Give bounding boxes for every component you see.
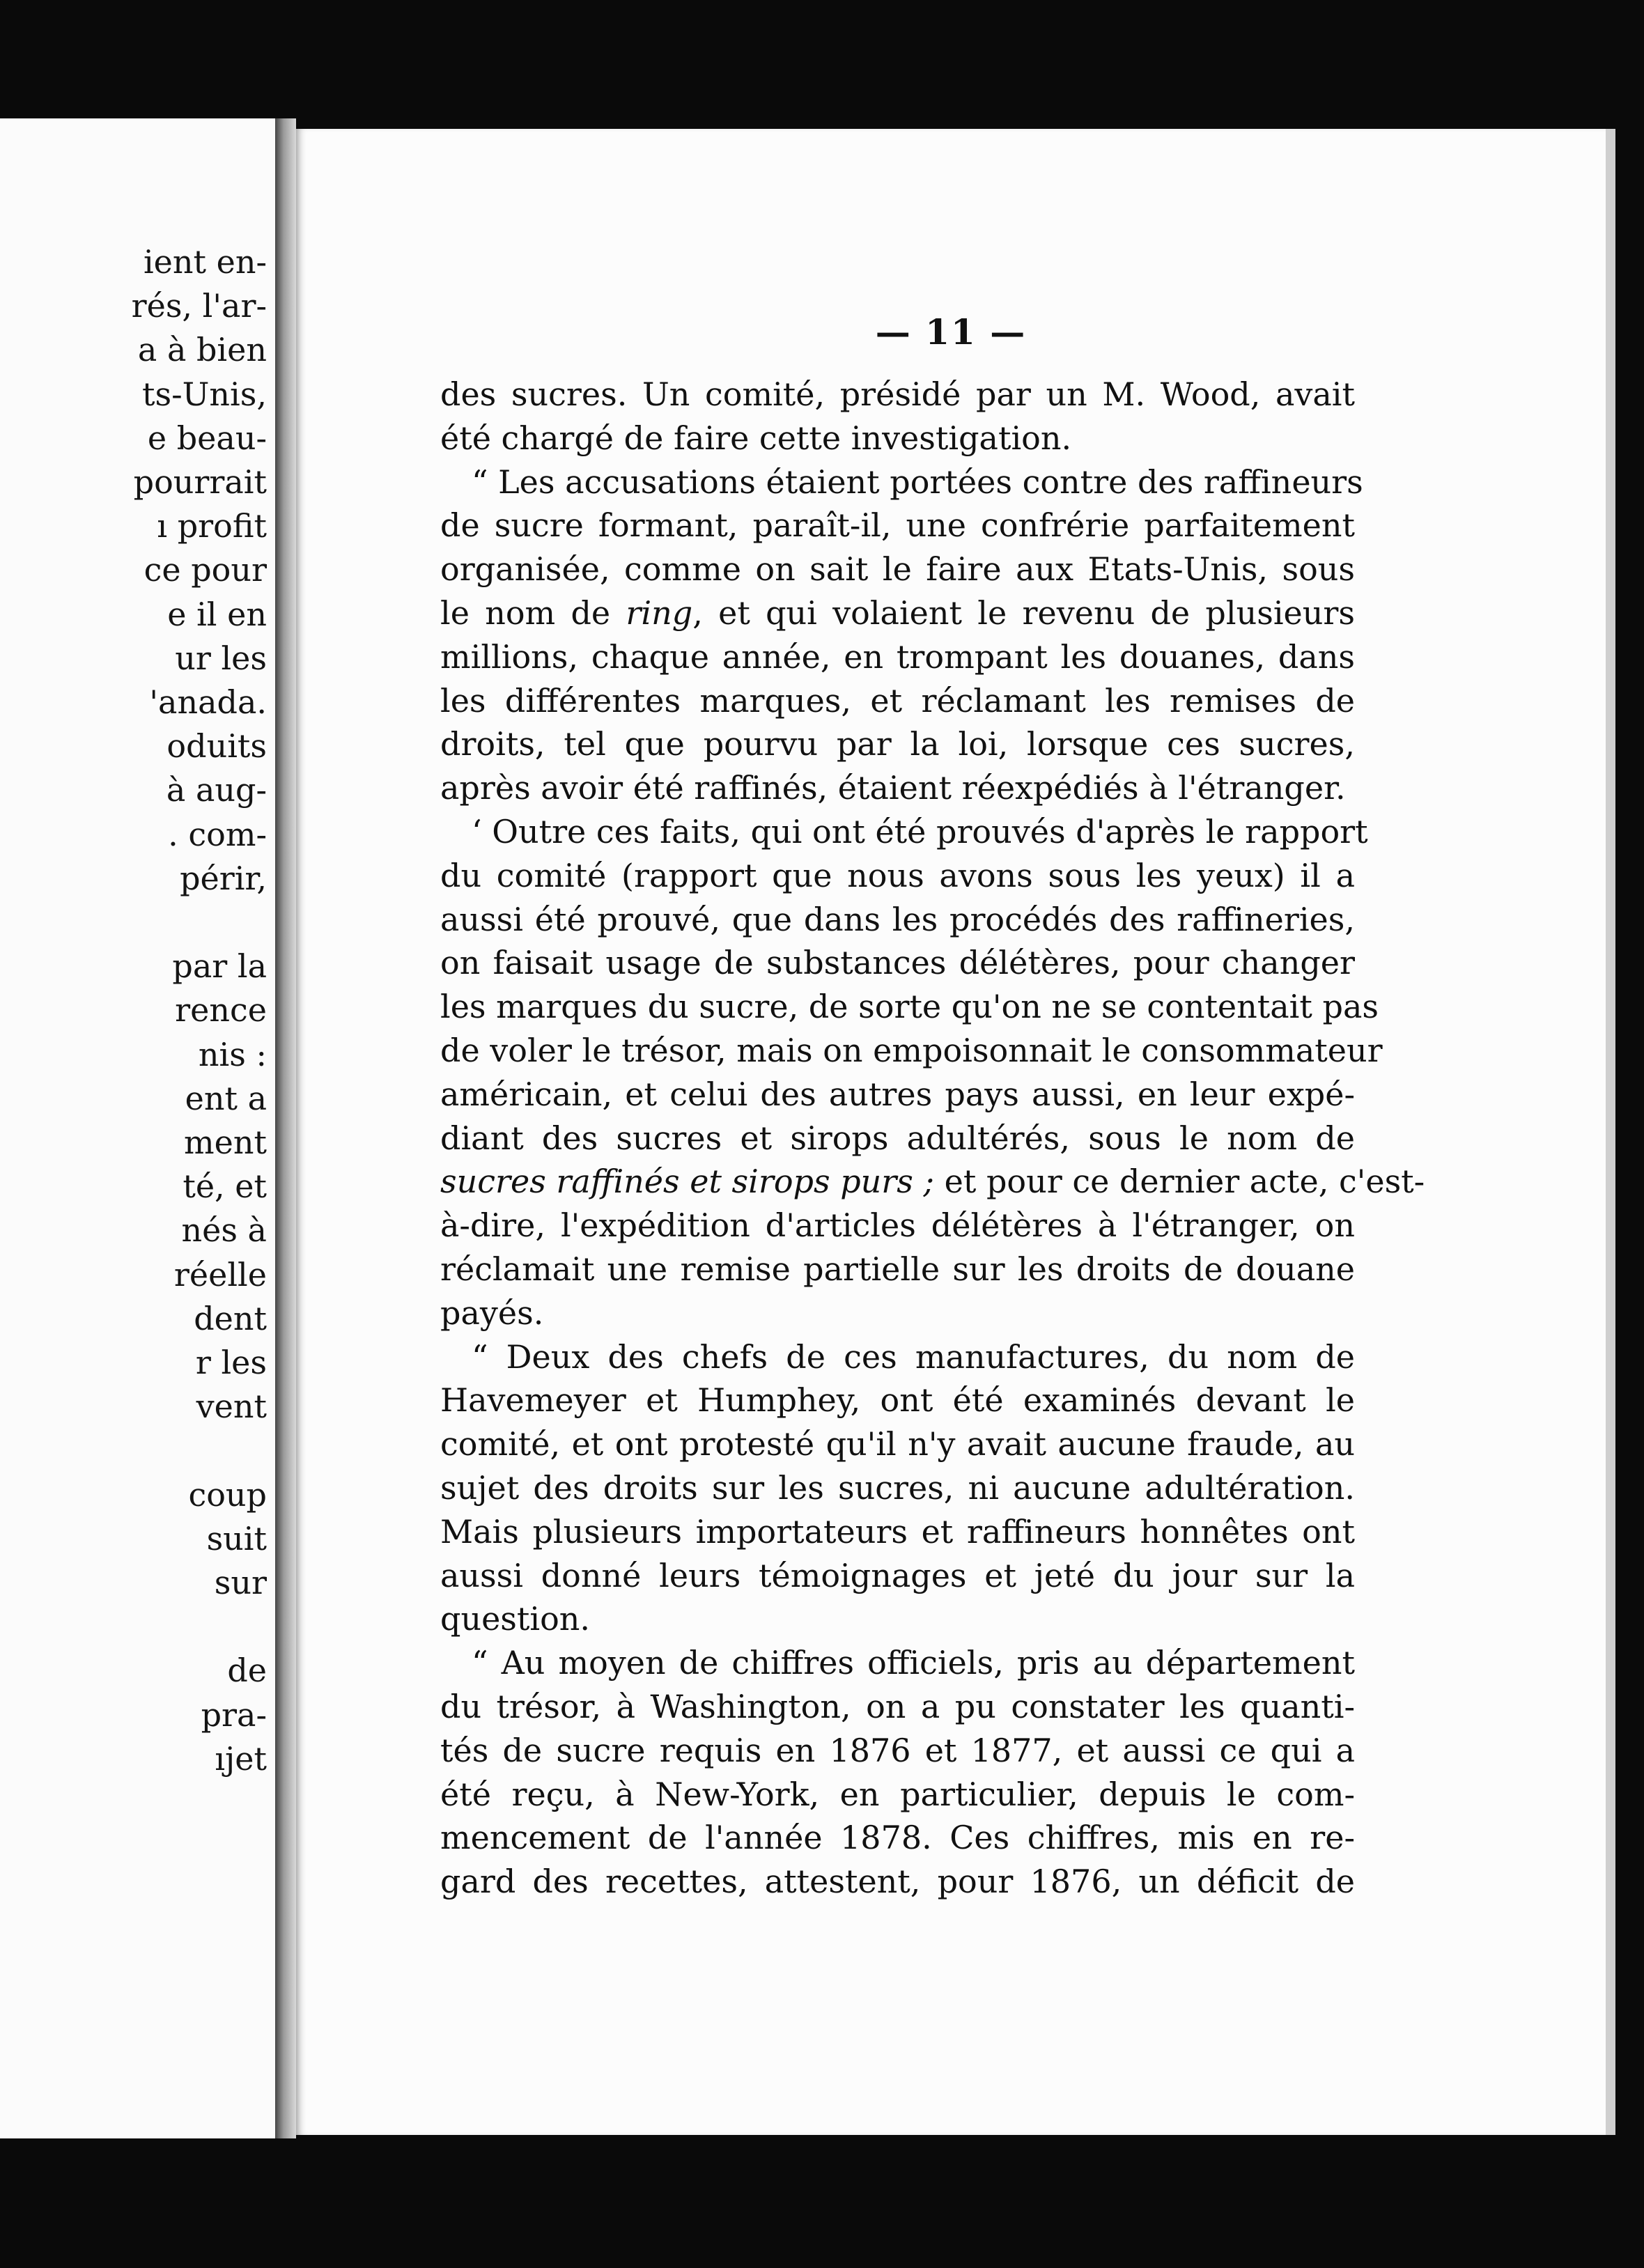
left-facing-page: [0, 118, 279, 2138]
italic-term: sucres raffinés et sirops purs ;: [440, 1163, 935, 1201]
text-line: comité, et ont protesté qu'il n'y avait aucune fraude, au: [440, 1425, 1355, 1463]
left-page-line-fragment: a à bien: [137, 331, 267, 369]
text-line: payés.: [440, 1294, 544, 1332]
text-line: été reçu, à New-York, en particulier, depuis le com-: [440, 1775, 1355, 1813]
left-page-line-fragment: pourrait: [133, 463, 267, 501]
text-line: été chargé de faire cette investigation.: [440, 419, 1072, 457]
text-line: Mais plusieurs importateurs et raffineurs honnêtes ont: [440, 1512, 1355, 1551]
left-page-line-fragment: té, et: [183, 1167, 267, 1206]
left-page-line-fragment: ts-Unis,: [142, 375, 267, 413]
left-page-line-fragment: pra-: [201, 1695, 267, 1734]
text-line: mencement de l'année 1878. Ces chiffres, mis en re-: [440, 1819, 1355, 1857]
text-segment: , et qui volaient le revenu de plusieurs: [692, 594, 1355, 632]
text-line: les différentes marques, et réclamant les remises de: [440, 681, 1355, 720]
left-page-line-fragment: suit: [206, 1519, 267, 1558]
text-line: tés de sucre requis en 1876 et 1877, et aussi ce qui a: [440, 1731, 1355, 1769]
text-line: de voler le trésor, mais on empoisonnait le consommateur: [440, 1032, 1383, 1069]
text-line: diant des sucres et sirops adultérés, sous le nom de: [440, 1119, 1355, 1157]
left-page-line-fragment: par la: [172, 947, 267, 986]
left-page-line-fragment: rés, l'ar-: [131, 287, 267, 325]
text-line: “ Au moyen de chiffres officiels, pris au département: [472, 1644, 1355, 1682]
left-page-line-fragment: nis :: [198, 1035, 267, 1073]
text-line: [440, 591, 1355, 635]
left-page-line-fragment: réelle: [173, 1255, 267, 1294]
left-page-line-fragment: e il en: [167, 595, 267, 633]
text-line: question.: [440, 1600, 591, 1638]
book-gutter: [275, 118, 296, 2138]
text-segment: et pour ce dernier acte, c'est-: [934, 1163, 1425, 1201]
left-page-line-fragment: r les: [195, 1344, 267, 1381]
text-line: aussi été prouvé, que dans les procédés des raffineries,: [440, 900, 1355, 938]
text-line: des sucres. Un comité, présidé par un M. Wood, avait: [440, 375, 1355, 413]
text-line: aussi donné leurs témoignages et jeté du jour sur la: [440, 1556, 1355, 1594]
text-line: Havemeyer et Humphey, ont été examinés devant le: [440, 1381, 1355, 1420]
text-line: réclamait une remise partielle sur les droits de douane: [440, 1250, 1355, 1288]
left-page-line-fragment: 'anada.: [149, 683, 267, 721]
left-page-line-fragment: . com-: [168, 815, 267, 853]
text-line: du comité (rapport que nous avons sous les yeux) il a: [440, 856, 1355, 894]
left-page-line-fragment: périr,: [180, 859, 267, 897]
text-line: après avoir été raffinés, étaient réexpédiés à l'étranger.: [440, 769, 1346, 807]
text-line: droits, tel que pourvu par la loi, lorsque ces sucres,: [440, 725, 1355, 763]
left-page-line-fragment: vent: [196, 1388, 267, 1426]
left-page-line-fragment: oduits: [166, 727, 267, 766]
left-page-line-fragment: nés à: [181, 1211, 267, 1250]
left-page-line-fragment: sur: [214, 1564, 267, 1601]
text-line: à-dire, l'expédition d'articles délétères à l'étranger, on: [440, 1206, 1355, 1245]
page-number: — 11 —: [875, 311, 1027, 352]
text-line: de sucre formant, paraît-il, une confrérie parfaitement: [440, 506, 1355, 545]
text-line: millions, chaque année, en trompant les douanes, dans: [440, 637, 1355, 676]
text-line: du trésor, à Washington, on a pu constater les quanti-: [440, 1688, 1355, 1725]
text-segment: le nom de: [440, 594, 626, 632]
left-page-line-fragment: ent a: [185, 1079, 267, 1117]
text-line: “ Deux des chefs de ces manufactures, du nom de: [472, 1337, 1355, 1376]
left-page-line-fragment: à aug-: [166, 771, 267, 809]
left-page-line-fragment: dent: [194, 1299, 267, 1337]
text-line: [440, 1160, 1425, 1203]
text-line: organisée, comme on sait le faire aux Etats-Unis, sous: [440, 550, 1355, 589]
text-line: on faisait usage de substances délétères, pour changer: [440, 944, 1355, 982]
text-line: gard des recettes, attestent, pour 1876, un déficit de: [440, 1863, 1355, 1901]
left-page-line-fragment: rence: [175, 991, 267, 1030]
text-line: ‘ Outre ces faits, qui ont été prouvés d'après le rapport: [472, 813, 1368, 850]
left-page-line-fragment: ce pour: [144, 551, 267, 589]
left-page-line-fragment: coup: [188, 1475, 267, 1514]
left-page-line-fragment: ıjet: [215, 1739, 267, 1778]
italic-term: ring: [626, 594, 693, 632]
left-page-line-fragment: ı profit: [157, 507, 267, 545]
text-line: “ Les accusations étaient portées contre des raffineurs: [472, 463, 1363, 501]
right-page: [296, 129, 1615, 2135]
left-page-line-fragment: ient en-: [143, 243, 267, 281]
left-page-line-fragment: de: [227, 1652, 267, 1690]
left-page-line-fragment: ur les: [175, 639, 267, 677]
left-page-line-fragment: ment: [184, 1124, 267, 1161]
left-page-line-fragment: e beau-: [147, 419, 267, 457]
text-line: les marques du sucre, de sorte qu'on ne se contentait pas: [440, 988, 1379, 1026]
text-line: américain, et celui des autres pays aussi, en leur expé-: [440, 1075, 1355, 1113]
text-line: sujet des droits sur les sucres, ni aucune adultération.: [440, 1469, 1355, 1507]
